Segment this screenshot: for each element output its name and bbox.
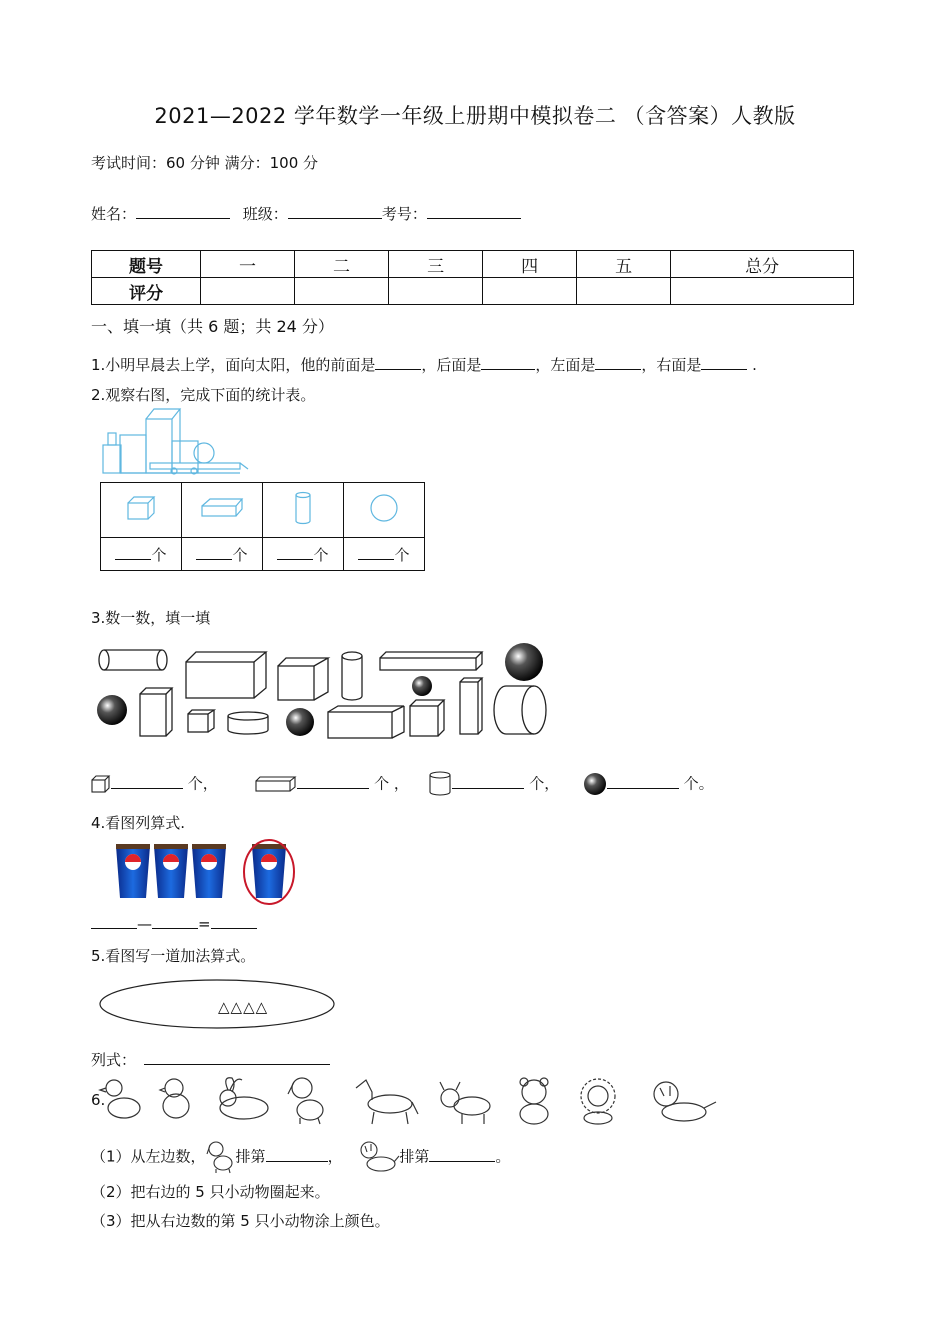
class-label: 班级： bbox=[242, 205, 288, 223]
question-5-text: 5.看图写一道加法算式。 bbox=[91, 947, 256, 965]
score-header-cell: 三 bbox=[389, 251, 483, 278]
score-cell[interactable] bbox=[201, 278, 295, 305]
score-row-label: 评分 bbox=[92, 278, 201, 305]
score-table-score-row bbox=[92, 278, 854, 305]
number-label: 考号： bbox=[381, 205, 427, 223]
score-header-cell: 二 bbox=[295, 251, 389, 278]
number-field[interactable] bbox=[427, 204, 521, 219]
rabbit-icon bbox=[220, 1078, 268, 1119]
solids-count-picture bbox=[94, 640, 554, 745]
score-header-cell: 五 bbox=[577, 251, 671, 278]
q6-text: 排第 bbox=[399, 1147, 430, 1166]
count-cell[interactable]: 个 bbox=[263, 538, 344, 571]
q3-cylinder-blank[interactable] bbox=[452, 774, 524, 789]
question-6-part-2: （2）把右边的 5 只小动物圈起来。 bbox=[91, 1183, 330, 1201]
q5-formula-blank[interactable] bbox=[144, 1050, 330, 1065]
score-table bbox=[91, 250, 854, 305]
goat-icon bbox=[440, 1082, 490, 1124]
tiger-icon bbox=[654, 1082, 716, 1121]
question-5-formula bbox=[91, 1049, 330, 1070]
dog-icon bbox=[288, 1078, 323, 1124]
question-1 bbox=[91, 354, 757, 375]
name-field[interactable] bbox=[136, 204, 230, 219]
score-header-cell: 四 bbox=[483, 251, 577, 278]
cuboid-icon bbox=[200, 498, 244, 518]
q1-blank-front[interactable] bbox=[375, 355, 421, 370]
cube-icon bbox=[91, 775, 111, 793]
cube-shape-cell bbox=[101, 483, 182, 538]
dog-icon bbox=[206, 1140, 236, 1174]
equals-sign: = bbox=[198, 915, 211, 933]
sphere-icon bbox=[369, 493, 399, 523]
cuboid-icon bbox=[255, 776, 297, 792]
q3-cuboid-blank[interactable] bbox=[297, 774, 369, 789]
q6-text: 排第 bbox=[235, 1147, 266, 1166]
sphere-shape-cell bbox=[344, 483, 425, 538]
score-header-cell: 一 bbox=[201, 251, 295, 278]
q1-text: ，右面是 bbox=[641, 356, 702, 374]
q1-blank-right[interactable] bbox=[701, 355, 747, 370]
section-heading: 一、填一填（共 6 题；共 24 分） bbox=[91, 317, 334, 336]
student-info-row bbox=[91, 203, 521, 224]
animals-row bbox=[100, 1074, 720, 1126]
q1-blank-back[interactable] bbox=[481, 355, 535, 370]
cups-picture bbox=[114, 836, 304, 906]
question-6-part-3: （3）把从右边数的第 5 只小动物涂上颜色。 bbox=[91, 1212, 390, 1230]
tiger-icon bbox=[359, 1140, 399, 1174]
cube-icon bbox=[126, 496, 156, 520]
chick-icon bbox=[160, 1079, 189, 1118]
score-cell[interactable] bbox=[671, 278, 854, 305]
question-3-answers bbox=[91, 771, 714, 797]
q1-text: 1.小明早晨去上学，面向太阳，他的前面是 bbox=[91, 356, 376, 374]
q6-text: ， bbox=[327, 1147, 343, 1166]
question-4-text: 4.看图列算式. bbox=[91, 814, 186, 832]
count-cell[interactable]: 个 bbox=[344, 538, 425, 571]
q1-text: . bbox=[747, 356, 757, 374]
count-cell[interactable]: 个 bbox=[101, 538, 182, 571]
triangles: △△△△ bbox=[218, 998, 269, 1016]
cylinder-icon bbox=[294, 491, 312, 525]
cylinder-shape-cell bbox=[263, 483, 344, 538]
score-cell[interactable] bbox=[577, 278, 671, 305]
unit-text: 个。 bbox=[678, 774, 714, 793]
question-6-part-1 bbox=[91, 1140, 510, 1174]
solid-shapes-picture bbox=[100, 405, 250, 475]
score-table-header-row bbox=[92, 251, 854, 278]
duck-icon bbox=[100, 1080, 140, 1118]
class-field[interactable] bbox=[288, 204, 382, 219]
cuboid-shape-cell bbox=[182, 483, 263, 538]
lion-icon bbox=[581, 1079, 615, 1124]
score-cell[interactable] bbox=[389, 278, 483, 305]
unit-text: 个 ， bbox=[369, 774, 409, 793]
minus-sign: — bbox=[137, 915, 152, 933]
count-cell[interactable]: 个 bbox=[182, 538, 263, 571]
horse-icon bbox=[356, 1080, 418, 1124]
q4-blank-2[interactable] bbox=[152, 914, 198, 929]
question-6-number: 6. bbox=[91, 1091, 106, 1109]
q6-text: 。 bbox=[495, 1147, 511, 1166]
cylinder-icon bbox=[428, 771, 452, 797]
formula-label: 列式： bbox=[91, 1051, 137, 1069]
exam-info: 考试时间：60 分钟 满分：100 分 bbox=[91, 154, 319, 172]
unit-text: 个， bbox=[183, 774, 218, 793]
q4-blank-3[interactable] bbox=[211, 914, 257, 929]
shape-count-table bbox=[100, 482, 425, 571]
q1-text: ，后面是 bbox=[421, 356, 482, 374]
name-label: 姓名： bbox=[91, 205, 137, 223]
unit-text: 个， bbox=[524, 774, 560, 793]
q6-dog-blank[interactable] bbox=[266, 1147, 328, 1162]
q4-blank-1[interactable] bbox=[91, 914, 137, 929]
q3-sphere-blank[interactable] bbox=[607, 774, 679, 789]
q1-text: ，左面是 bbox=[535, 356, 596, 374]
question-2-text: 2.观察右图，完成下面的统计表。 bbox=[91, 386, 316, 404]
q1-blank-left[interactable] bbox=[595, 355, 641, 370]
page-title: 2021—2022 学年数学一年级上册期中模拟卷二 （含答案）人教版 bbox=[154, 104, 796, 128]
score-header-cell: 总分 bbox=[671, 251, 854, 278]
q3-cube-blank[interactable] bbox=[111, 774, 183, 789]
score-header-cell: 题号 bbox=[92, 251, 201, 278]
question-3-text: 3.数一数，填一填 bbox=[91, 609, 211, 627]
score-cell[interactable] bbox=[483, 278, 577, 305]
q6-text: （1）从左边数， bbox=[91, 1147, 206, 1166]
bear-icon bbox=[520, 1078, 548, 1124]
q6-tiger-blank[interactable] bbox=[429, 1147, 495, 1162]
sphere-icon bbox=[583, 772, 607, 796]
score-cell[interactable] bbox=[295, 278, 389, 305]
question-4-formula bbox=[91, 914, 257, 933]
